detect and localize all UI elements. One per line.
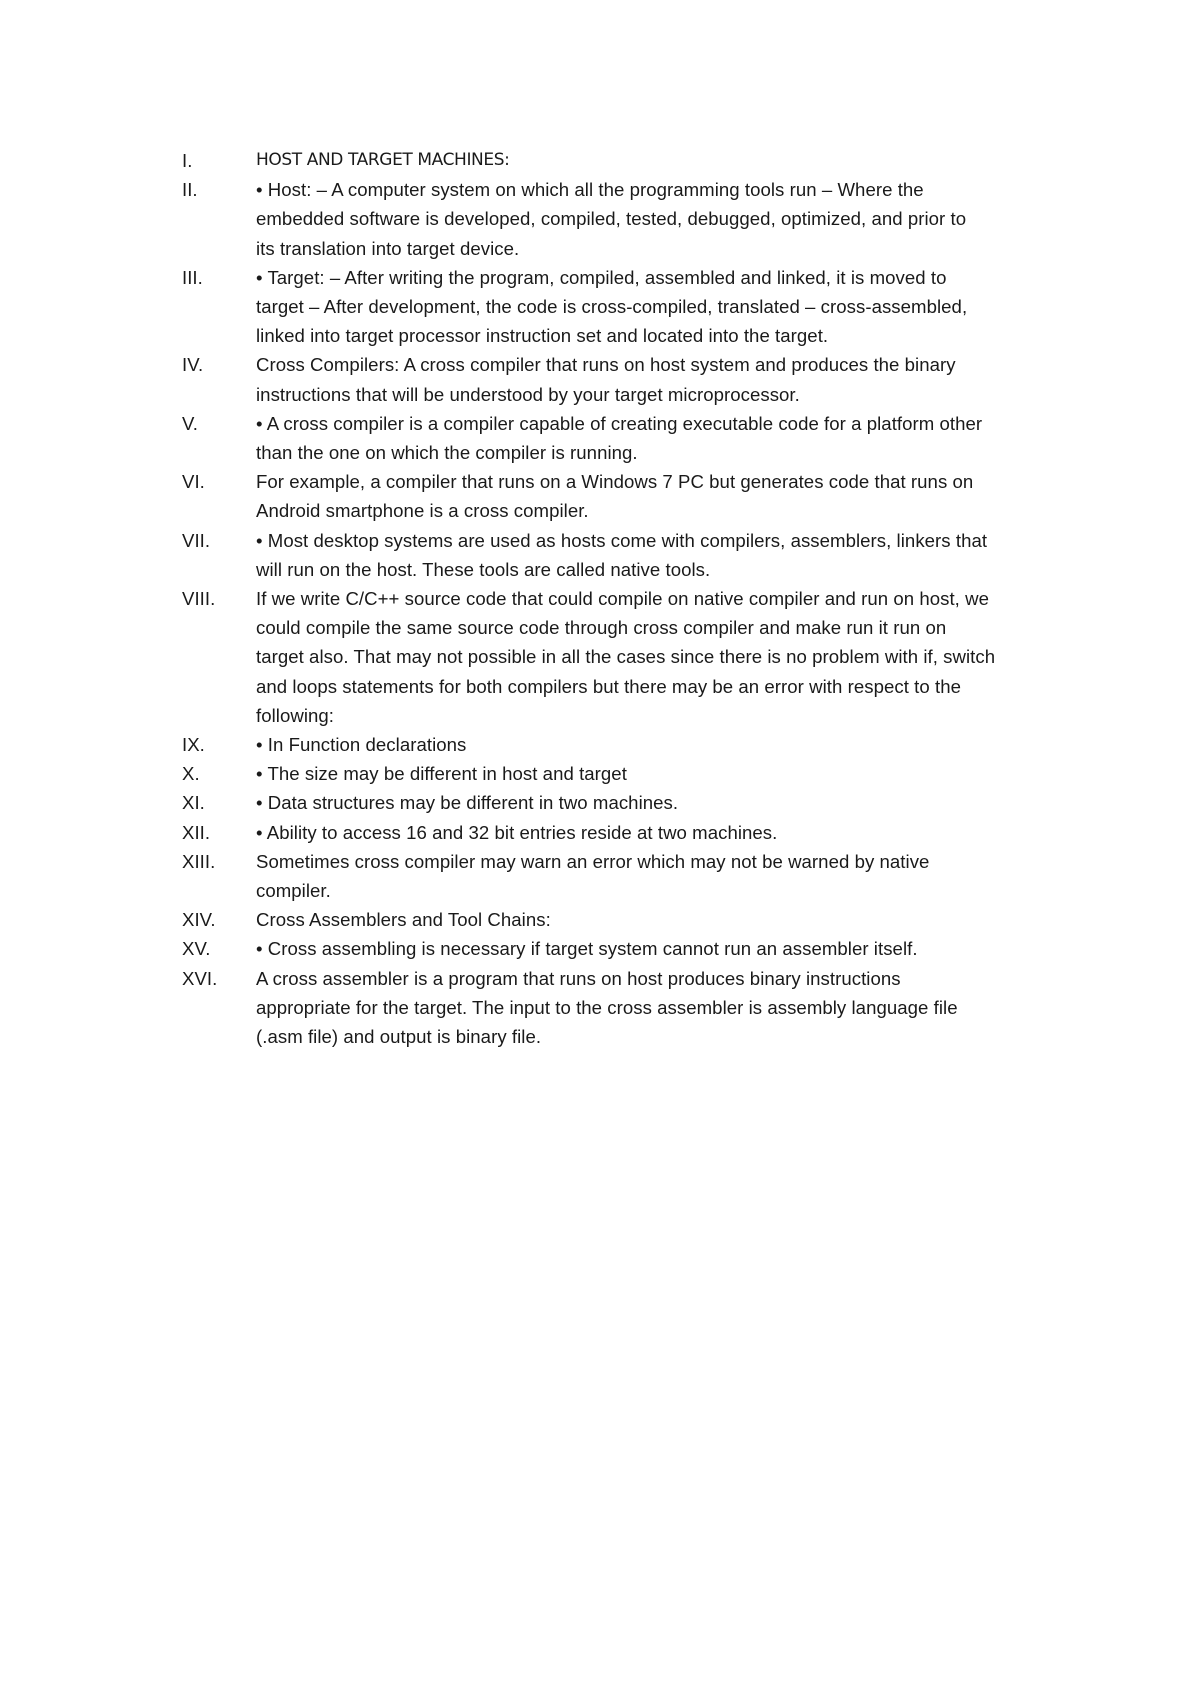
list-item (182, 263, 1082, 351)
text-line: target – After development, the code is cross-compiled, translated – cross-assembled, (256, 296, 968, 318)
item-text (256, 964, 1082, 1052)
item-number: VII. (182, 529, 211, 551)
text-line: following: (256, 704, 335, 726)
item-text (256, 409, 1082, 467)
item-number: II. (182, 179, 198, 201)
text-line: its translation into target device. (256, 237, 520, 259)
list-item (182, 409, 1082, 467)
item-text (256, 934, 1082, 963)
list-item (182, 584, 1082, 730)
item-text (256, 526, 1082, 584)
text-line: • In Function declarations (256, 734, 467, 756)
item-number: XIII. (182, 850, 216, 872)
text-line: • A cross compiler is a compiler capable of creating executable code for a platform other (256, 412, 983, 434)
list-item (182, 175, 1082, 263)
item-text (256, 175, 1082, 263)
item-number: VIII. (182, 588, 216, 610)
item-number: XIV. (182, 909, 216, 931)
item-text (256, 350, 1082, 408)
item-number: XI. (182, 792, 205, 814)
text-line: For example, a compiler that runs on a Windows 7 PC but generates code that runs on (256, 471, 974, 493)
item-number: V. (182, 412, 198, 434)
item-text (256, 584, 1082, 730)
item-number: XII. (182, 821, 211, 843)
text-line: • The size may be different in host and target (256, 763, 627, 785)
item-number: IX. (182, 734, 205, 756)
item-number: XV. (182, 938, 211, 960)
list-item (182, 934, 1082, 963)
item-number: IV. (182, 354, 204, 376)
list-item (182, 964, 1082, 1052)
item-text (256, 730, 1082, 759)
text-line: • Cross assembling is necessary if target system cannot run an assembler itself. (256, 938, 918, 960)
text-line: could compile the same source code through cross compiler and make run it run on (256, 617, 947, 639)
text-line: Sometimes cross compiler may warn an error which may not be warned by native (256, 850, 930, 872)
text-line: • Most desktop systems are used as hosts come with compilers, assemblers, linkers that (256, 529, 988, 551)
item-number: XVI. (182, 967, 218, 989)
item-text (256, 818, 1082, 847)
list-item (182, 788, 1082, 817)
text-line: compiler. (256, 880, 331, 902)
list-item (182, 467, 1082, 525)
text-line: • Target: – After writing the program, compiled, assembled and linked, it is moved to (256, 266, 947, 288)
text-line: (.asm file) and output is binary file. (256, 1026, 542, 1048)
text-line: • Data structures may be different in two machines. (256, 792, 679, 814)
item-text (256, 467, 1082, 525)
item-text (256, 146, 1082, 175)
item-number: III. (182, 266, 203, 288)
text-line: linked into target processor instruction set and located into the target. (256, 325, 829, 347)
text-line: • Ability to access 16 and 32 bit entries reside at two machines. (256, 821, 778, 843)
text-line: appropriate for the target. The input to the cross assembler is assembly language file (256, 996, 958, 1018)
text-line: • Host: – A computer system on which all the programming tools run – Where the (256, 179, 924, 201)
item-text (256, 905, 1082, 934)
item-number: X. (182, 763, 200, 785)
list-item (182, 146, 1082, 175)
list-item (182, 847, 1082, 905)
list-item (182, 905, 1082, 934)
text-line: Android smartphone is a cross compiler. (256, 500, 589, 522)
list-item (182, 759, 1082, 788)
list-item (182, 350, 1082, 408)
text-line: embedded software is developed, compiled, tested, debugged, optimized, and prior to (256, 208, 967, 230)
text-line: A cross assembler is a program that runs on host produces binary instructions (256, 967, 901, 989)
item-text (256, 759, 1082, 788)
text-line: than the one on which the compiler is running. (256, 442, 638, 464)
item-number: VI. (182, 471, 205, 493)
text-line: Cross Compilers: A cross compiler that runs on host system and produces the binary (256, 354, 956, 376)
text-line: If we write C/C++ source code that could compile on native compiler and run on host, we (256, 588, 989, 610)
numbered-list (182, 146, 1082, 1051)
list-item (182, 526, 1082, 584)
item-text (256, 847, 1082, 905)
item-text (256, 263, 1082, 351)
text-line: and loops statements for both compilers but there may be an error with respect to the (256, 675, 961, 697)
text-line: will run on the host. These tools are called native tools. (256, 558, 711, 580)
text-line: Cross Assemblers and Tool Chains: (256, 909, 551, 931)
text-line: instructions that will be understood by your target microprocessor. (256, 383, 800, 405)
text-line: HOST AND TARGET MACHINES: (256, 150, 510, 170)
text-line: target also. That may not possible in all the cases since there is no problem with if, switch (256, 646, 996, 668)
list-item (182, 730, 1082, 759)
list-item (182, 818, 1082, 847)
item-text (256, 788, 1082, 817)
item-number: I. (182, 150, 193, 171)
